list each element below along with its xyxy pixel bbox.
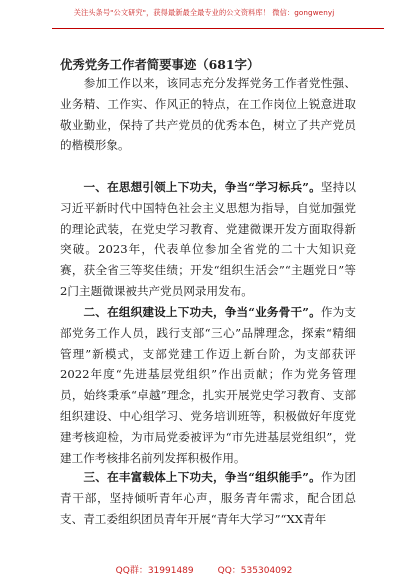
header-banner: 关注头条号"公文研究"，获得最新最全最专业的公文资料库！ 微信：gongwenyj xyxy=(73,8,335,17)
section-heading: 一、在思想引领上下功夫，争当“学习标兵”。 xyxy=(60,180,321,194)
paragraph-text: 坚持以习近平新时代中国特色社会主义思想为指导，自觉加强党的理论武装，在党史学习教育、党建微课开发方面取得新突破。2023年，代表单位参加全省党的二十大知识竞赛，获全省三等奖佳绩；开发“组织生活会”“主题党日”等2门主题微课被共产党员网录用发布。 xyxy=(60,180,356,298)
document-title: 优秀党务工作者简要事迹（681字） xyxy=(60,57,260,72)
paragraph-text: 作为团青干部，坚持倾听青年心声，服务青年需求，配合团总支、青工委组织团员青年开展“青年大学习”“XX青年 xyxy=(60,470,356,526)
paragraph-text: 参加工作以来，该同志充分发挥党务工作者党性强、业务精、工作实、作风正的特点，在工作岗位上锐意进取敬业勤业，保持了共产党员的优秀本色，树立了共产党员的楷模形象。 xyxy=(60,76,356,153)
paragraph-intro xyxy=(60,73,356,156)
footer-contact xyxy=(0,563,408,576)
paragraph-section-3 xyxy=(60,467,356,529)
section-heading: 二、在组织建设上下功夫，争当“业务骨干”。 xyxy=(60,305,321,319)
footer-qq-group: QQ群：31991489 xyxy=(115,566,194,576)
paragraph-section-2 xyxy=(60,302,356,468)
section-heading: 三、在丰富载体上下功夫，争当“组织能手”。 xyxy=(60,470,321,484)
paragraph-text: 作为支部党务工作人员，践行支部“三心”品牌理念，探索“精细管理”新模式，支部党建工作迈上新台阶，为支部获评2022年度“先进基层党组织”作出贡献；作为党务管理员，始终秉承“卓越”理念，扎实开展党史学习教育、支部组织建设、中心组学习、党务培训班等，积极做好年度党建考核迎检，为市局党委被评为“市先进基层党组织”，党建工作考核排名前列发挥积极作用。 xyxy=(60,305,356,465)
footer-qq: QQ：535304092 xyxy=(217,566,293,576)
paragraph-section-1 xyxy=(60,177,356,302)
header-divider xyxy=(52,28,384,29)
